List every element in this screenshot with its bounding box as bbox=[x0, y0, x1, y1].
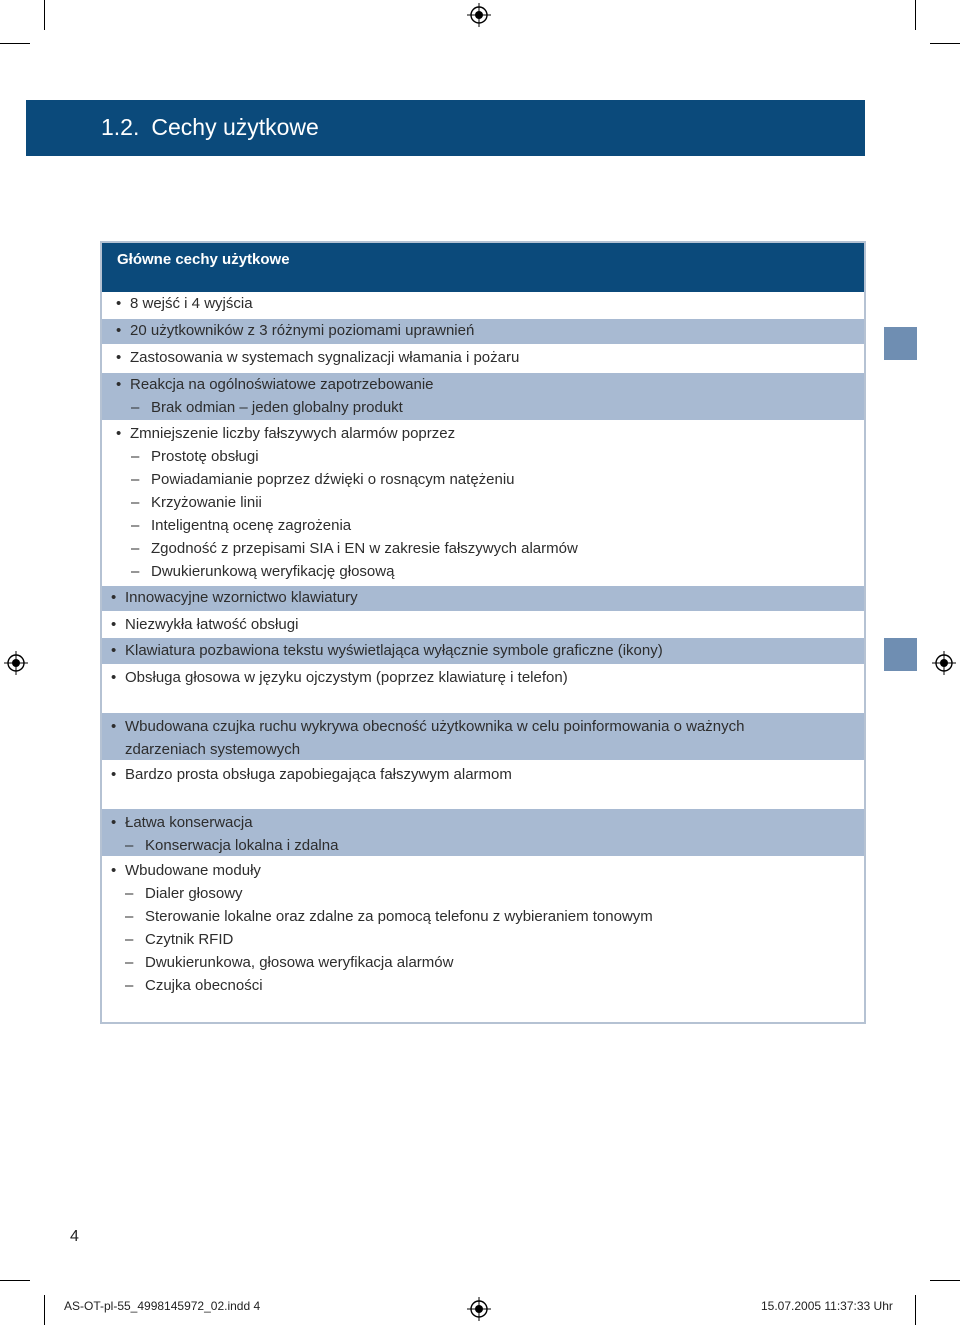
bullet-icon: • bbox=[116, 376, 122, 393]
sub-list-item bbox=[131, 470, 515, 490]
list-item-text: Powiadamianie poprzez dźwięki o rosnącym natężeniu bbox=[151, 471, 515, 488]
list-item bbox=[116, 348, 519, 368]
bullet-icon: • bbox=[116, 349, 122, 366]
side-tab-marker bbox=[884, 638, 917, 671]
registration-mark-icon bbox=[4, 651, 28, 675]
dash-icon: – bbox=[125, 977, 134, 994]
crop-mark bbox=[930, 1280, 960, 1281]
list-item-text: Dwukierunkowa, głosowa weryfikacja alarmów bbox=[145, 954, 454, 971]
crop-mark bbox=[930, 43, 960, 44]
sub-list-item bbox=[131, 539, 578, 559]
list-item-text: zdarzeniach systemowych bbox=[125, 741, 301, 758]
bullet-icon: • bbox=[111, 862, 117, 879]
dash-icon: – bbox=[125, 837, 134, 854]
sub-list-item bbox=[131, 562, 394, 582]
sub-list-item bbox=[131, 398, 403, 418]
dash-icon: – bbox=[131, 494, 140, 511]
crop-mark bbox=[0, 43, 30, 44]
crop-mark bbox=[915, 1295, 916, 1325]
sub-list-item bbox=[125, 930, 233, 950]
list-item-text: Wbudowana czujka ruchu wykrywa obecność użytkownika w celu poinformowania o ważnych bbox=[125, 718, 745, 735]
section-number: 1.2. bbox=[101, 114, 140, 140]
crop-mark bbox=[915, 0, 916, 30]
table-heading bbox=[102, 243, 864, 292]
sub-list-item bbox=[125, 976, 263, 996]
list-item-text: Klawiatura pozbawiona tekstu wyświetlająca wyłącznie symbole graficzne (ikony) bbox=[125, 642, 663, 659]
registration-mark-icon bbox=[467, 1297, 491, 1321]
section-header bbox=[26, 100, 865, 156]
list-item-text: Dialer głosowy bbox=[145, 885, 243, 902]
dash-icon: – bbox=[125, 885, 134, 902]
list-item bbox=[116, 321, 474, 341]
list-item-text: Brak odmian – jeden globalny produkt bbox=[151, 399, 403, 416]
bullet-icon: • bbox=[116, 322, 122, 339]
list-item-text: Inteligentną ocenę zagrożenia bbox=[151, 517, 352, 534]
section-title bbox=[101, 114, 319, 141]
bullet-icon: • bbox=[111, 616, 117, 633]
list-item-text: Bardzo prosta obsługa zapobiegająca fałszywym alarmom bbox=[125, 766, 512, 783]
bullet-icon: • bbox=[111, 766, 117, 783]
list-item-text: Sterowanie lokalne oraz zdalne za pomocą telefonu z wybieraniem tonowym bbox=[145, 908, 653, 925]
sub-list-item bbox=[125, 907, 653, 927]
crop-mark bbox=[0, 1280, 30, 1281]
bullet-icon: • bbox=[116, 295, 122, 312]
bullet-icon: • bbox=[111, 589, 117, 606]
list-item-text: Zgodność z przepisami SIA i EN w zakresie fałszywych alarmów bbox=[151, 540, 578, 557]
dash-icon: – bbox=[131, 563, 140, 580]
dash-icon: – bbox=[131, 448, 140, 465]
features-table bbox=[100, 241, 866, 1024]
list-item bbox=[111, 615, 298, 635]
list-item-text: 8 wejść i 4 wyjścia bbox=[130, 295, 253, 312]
crop-mark bbox=[44, 1295, 45, 1325]
list-item bbox=[111, 668, 568, 688]
side-tab-marker bbox=[884, 327, 917, 360]
list-item-text: Innowacyjne wzornictwo klawiatury bbox=[125, 589, 358, 606]
list-item bbox=[116, 294, 253, 314]
list-item bbox=[111, 813, 253, 833]
list-item-text: Dwukierunkową weryfikację głosową bbox=[151, 563, 395, 580]
bullet-icon: • bbox=[111, 642, 117, 659]
section-title-text: Cechy użytkowe bbox=[151, 114, 319, 140]
list-item-text: Zmniejszenie liczby fałszywych alarmów poprzez bbox=[130, 425, 456, 442]
page-number: 4 bbox=[70, 1228, 79, 1245]
list-item bbox=[116, 375, 434, 395]
list-item-text: Zastosowania w systemach sygnalizacji włamania i pożaru bbox=[130, 349, 520, 366]
footer-file: AS-OT-pl-55_4998145972_02.indd 4 bbox=[64, 1299, 261, 1313]
list-item-text: Czytnik RFID bbox=[145, 931, 234, 948]
list-item-text: Wbudowane moduły bbox=[125, 862, 261, 879]
bullet-icon: • bbox=[116, 425, 122, 442]
dash-icon: – bbox=[125, 954, 134, 971]
list-item bbox=[111, 765, 512, 785]
list-item-text: Prostotę obsługi bbox=[151, 448, 259, 465]
sub-list-item bbox=[125, 884, 243, 904]
registration-mark-icon bbox=[467, 3, 491, 27]
dash-icon: – bbox=[125, 931, 134, 948]
crop-mark bbox=[44, 0, 45, 30]
sub-list-item bbox=[125, 953, 453, 973]
list-item bbox=[111, 588, 358, 608]
dash-icon: – bbox=[131, 399, 140, 416]
list-item-text: Krzyżowanie linii bbox=[151, 494, 262, 511]
registration-mark-icon bbox=[932, 651, 956, 675]
list-item bbox=[116, 424, 455, 444]
dash-icon: – bbox=[131, 517, 140, 534]
sub-list-item bbox=[131, 516, 351, 536]
list-item-text: Reakcja na ogólnoświatowe zapotrzebowanie bbox=[130, 376, 434, 393]
list-item-text: Niezwykła łatwość obsługi bbox=[125, 616, 299, 633]
sub-list-item bbox=[131, 447, 259, 467]
list-item-text: Czujka obecności bbox=[145, 977, 263, 994]
footer-date: 15.07.2005 11:37:33 Uhr bbox=[761, 1299, 893, 1313]
dash-icon: – bbox=[131, 540, 140, 557]
dash-icon: – bbox=[125, 908, 134, 925]
list-item-text: 20 użytkowników z 3 różnymi poziomami uprawnień bbox=[130, 322, 475, 339]
sub-list-item bbox=[131, 493, 262, 513]
list-item bbox=[111, 717, 744, 737]
dash-icon: – bbox=[131, 471, 140, 488]
bullet-icon: • bbox=[111, 669, 117, 686]
list-item-text: Łatwa konserwacja bbox=[125, 814, 253, 831]
sub-list-item bbox=[125, 836, 338, 856]
list-item-text: Konserwacja lokalna i zdalna bbox=[145, 837, 339, 854]
table-heading-text: Główne cechy użytkowe bbox=[117, 251, 290, 268]
list-item bbox=[125, 740, 300, 760]
bullet-icon: • bbox=[111, 814, 117, 831]
list-item bbox=[111, 641, 663, 661]
bullet-icon: • bbox=[111, 718, 117, 735]
list-item-text: Obsługa głosowa w języku ojczystym (poprzez klawiaturę i telefon) bbox=[125, 669, 568, 686]
list-item bbox=[111, 861, 261, 881]
